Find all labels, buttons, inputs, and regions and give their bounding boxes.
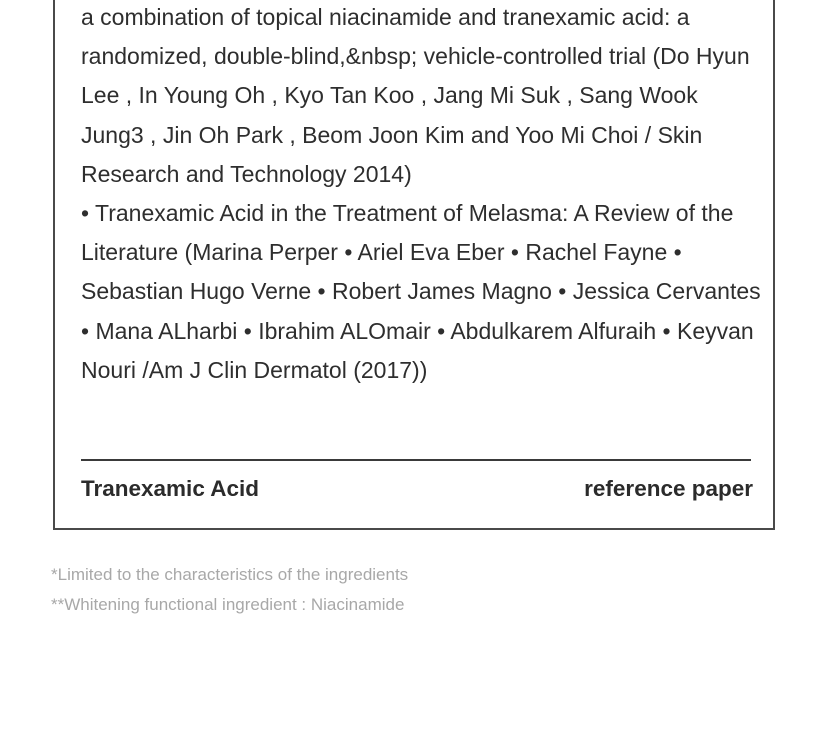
reference-footer — [81, 476, 753, 502]
reference-entry-niacinamide-tranexamic-trial: a combination of topical niacinamide and tranexamic acid: a randomized, double-blind,&nbsp; vehicle-controlled trial (Do Hyun Lee , In Young Oh , Kyo Tan Koo , Jang Mi Suk , Sang Wook Jung3 , Jin Oh Park , Beom Joon Kim and Yoo Mi Choi / Skin Research and Technology 2014) — [81, 4, 750, 187]
reference-paper-label: reference paper — [584, 476, 753, 501]
footer-divider — [81, 459, 751, 461]
reference-entry-tranexamic-melasma-review: • Tranexamic Acid in the Treatment of Melasma: A Review of the Literature (Marina Perper • Ariel Eva Eber • Rachel Fayne • Sebastian Hugo Verne • Robert James Magno • Jessica Cervantes • Mana ALharbi • Ibrahim ALOmair • Abdulkarem Alfuraih • Keyvan Nouri /Am J Clin Dermatol (2017)) — [81, 200, 761, 383]
footnote-ingredient-characteristics: *Limited to the characteristics of the ingredients — [51, 565, 409, 584]
footnote-whitening-ingredient: **Whitening functional ingredient : Niacinamide — [51, 595, 405, 614]
reference-box — [53, 0, 775, 530]
ingredient-name: Tranexamic Acid — [81, 476, 260, 501]
footnotes — [51, 560, 408, 620]
reference-list — [81, 0, 761, 390]
